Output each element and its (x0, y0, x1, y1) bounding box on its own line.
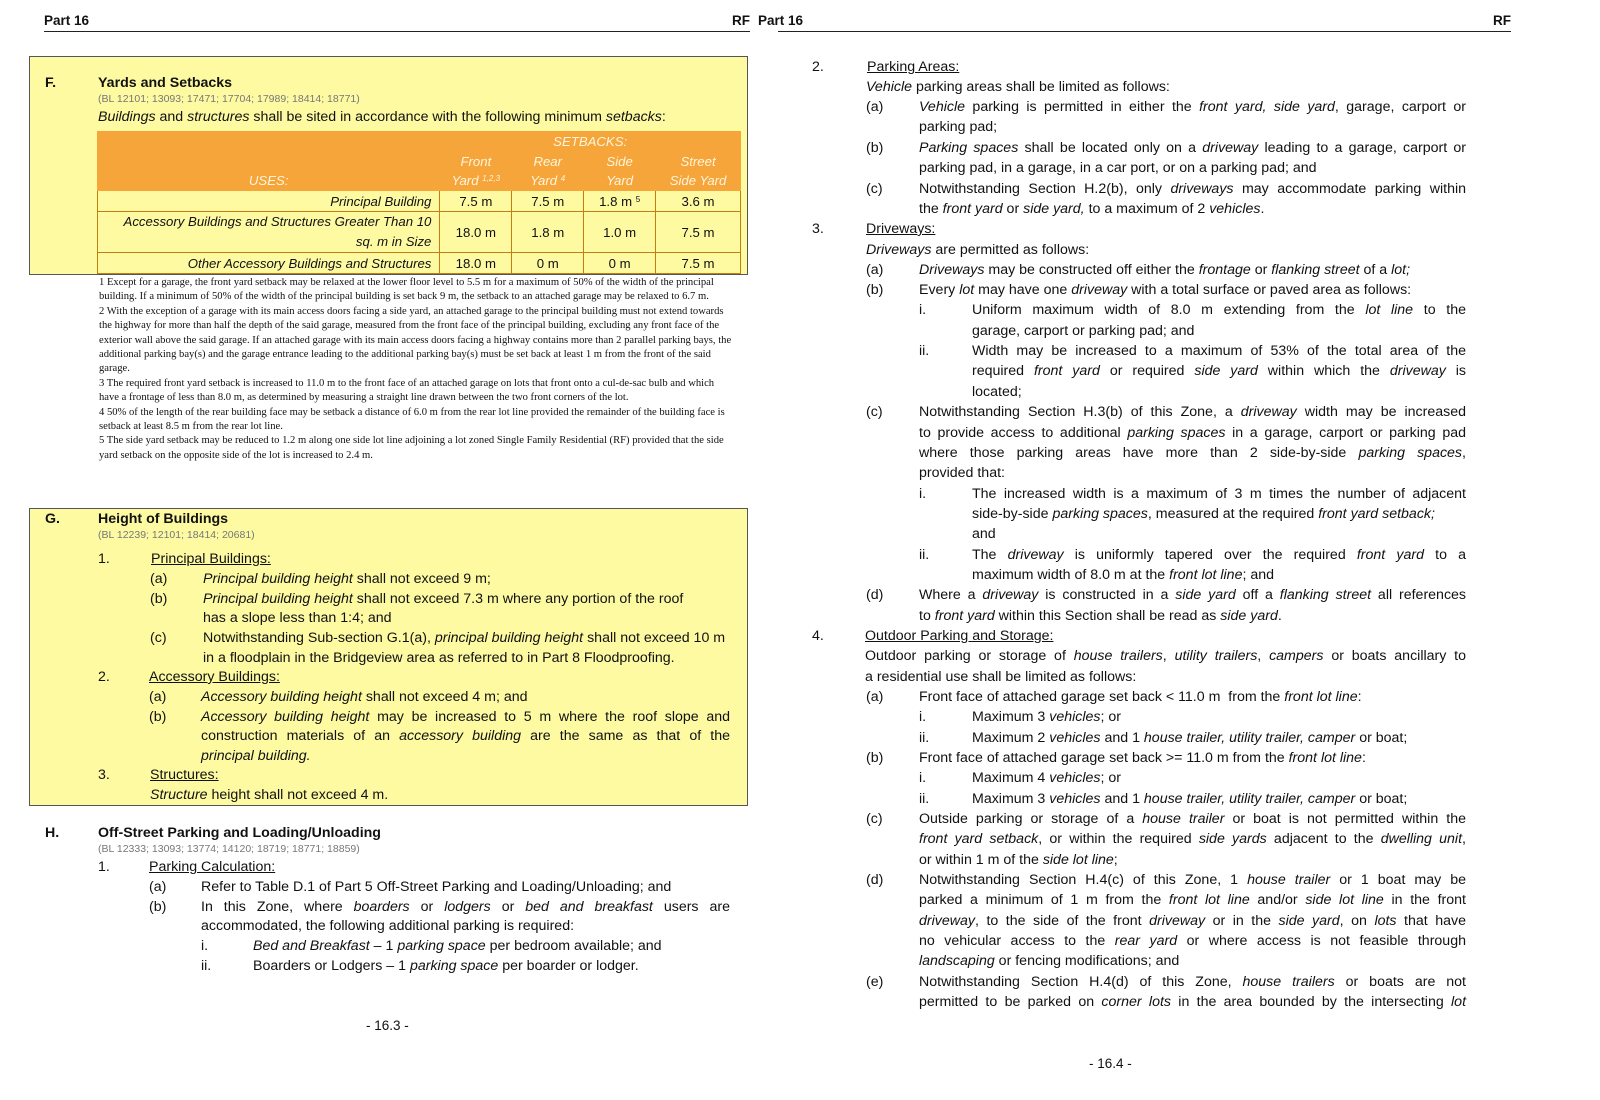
r3ci-text-3: and (972, 526, 996, 542)
section-f-intro: Buildings and structures shall be sited in accordance with the following minimum setbacks: (98, 109, 666, 125)
label-a: (a) (149, 879, 167, 895)
r3bii-text-3: located; (972, 384, 1022, 400)
cell-front: 18.0 m (440, 212, 512, 253)
outdoor-parking-heading: Outdoor Parking and Storage: (865, 628, 1054, 644)
r4d-text-5: landscaping or fencing modifications; and (919, 953, 1180, 969)
footnote: 3 The required front yard setback is increased to 11.0 m to the front face of an attached garage on lots that front onto a cul-de-sac bulb and which have a frontage of less than 8.0 m, as determined by measuring a straight line drawn between the two front corners of the lot. (99, 377, 715, 404)
item-number: 2. (812, 59, 824, 75)
r2b-text: Parking spaces shall be located only on a driveway leading to a garage, carport or (919, 140, 1467, 156)
section-f-title: Yards and Setbacks (98, 75, 233, 91)
p1c-text-2: in a floodplain in the Bridgeview area as referred to in Part 8 Floodproofing. (203, 650, 675, 666)
r3-intro: Driveways are permitted as follows: (866, 242, 1090, 258)
r4-intro: Outdoor parking or storage of house trailers, utility trailers, campers or boats ancillary to (865, 648, 1466, 664)
section-h-title: Off-Street Parking and Loading/Unloading (98, 825, 381, 841)
r2-intro: Vehicle parking areas shall be limited as follows: (866, 79, 1170, 95)
page-number: - 16.3 - (366, 1018, 409, 1033)
h1b-text-2: accommodated, the following additional parking is required: (201, 918, 575, 934)
label-b: (b) (150, 591, 168, 607)
r4d-text-4: no vehicular access to the rear yard or where access is not feasible through (919, 933, 1466, 949)
r4bii-text: Maximum 3 vehicles and 1 house trailer, utility trailer, camper or boat; (972, 791, 1408, 807)
p1b-text: Principal building height shall not exceed 7.3 m where any portion of the roof (203, 591, 684, 607)
cell-side: 1.0 m (584, 212, 656, 253)
cell-rear: 0 m (512, 253, 584, 274)
section-g-title: Height of Buildings (98, 511, 229, 527)
footnote: 2 With the exception of a garage with its main access doors facing a side yard, an attached garage to the principal building must not extend towards the highway for more than half the depth of the said garage, measured from the front face of the principal building, excluding any front face of the exterior wall above the said garage. If an attached garage with its main access doors facing a highway contains more than 2 parallel parking bays, the additional parking bay(s) and the garage entrance leading to the additional parking bay(s) must be set back at least 1 m from the front of the said garage. (99, 305, 732, 375)
label-ii: ii. (919, 791, 930, 807)
cell-rear: 1.8 m (512, 212, 584, 253)
use-principal: Principal Building (98, 191, 440, 212)
section-g-bylaws: (BL 12239; 12101; 18414; 20681) (98, 529, 255, 541)
item-number: 1. (98, 859, 110, 875)
r3c-text-2: to provide access to additional parking spaces in a garage, carport or parking pad (919, 425, 1466, 441)
setbacks-group-header: SETBACKS: (440, 132, 741, 152)
header-zone: RF (1493, 13, 1511, 28)
section-f-letter: F. (45, 75, 57, 91)
cell-side: 1.8 m $^5$ (584, 191, 656, 212)
footnote: 5 The side yard setback may be reduced to 1.2 m along one side lot line adjoining a lot zoned Single Family Residential (RF) provided that the side yard setback on the opposite side of the lot is increased to 2.4 m. (99, 435, 724, 461)
label-b: (b) (866, 140, 884, 156)
r4c-text: Outside parking or storage of a house trailer or boat is not permitted within the (919, 811, 1466, 827)
r2c-text-2: the front yard or side yard, to a maximum of 2 vehicles. (919, 201, 1265, 217)
r4bi-text: Maximum 4 vehicles; or (972, 770, 1122, 786)
label-a: (a) (149, 689, 167, 705)
section-f-bylaws: (BL 12101; 13093; 17471; 17704; 17989; 18414; 18771) (98, 93, 360, 105)
label-d: (d) (866, 587, 884, 603)
item-number: 3. (98, 767, 110, 783)
label-i: i. (919, 770, 927, 786)
label-ii: ii. (201, 958, 212, 974)
h1bi-text: Bed and Breakfast – 1 parking space per bedroom available; and (253, 938, 662, 954)
r3c-text: Notwithstanding Section H.3(b) of this Zone, a driveway width may be increased (919, 404, 1466, 420)
r2c-text: Notwithstanding Section H.2(b), only driveways may accommodate parking within (919, 181, 1467, 197)
r4-intro-2: a residential use shall be limited as follows: (865, 669, 1137, 685)
r4e-text: Notwithstanding Section H.4(d) of this Zone, house trailers or boats are not (919, 974, 1466, 990)
label-i: i. (919, 486, 927, 502)
r3d-text-2: to front yard within this Section shall be read as side yard. (919, 608, 1282, 624)
label-c: (c) (866, 811, 883, 827)
r2a-text-2: parking pad; (919, 119, 998, 135)
page-header (758, 12, 1511, 32)
h1a-text: Refer to Table D.1 of Part 5 Off-Street Parking and Loading/Unloading; and (201, 879, 672, 895)
label-c: (c) (150, 630, 167, 646)
label-a: (a) (866, 689, 884, 705)
cell-front: 18.0 m (440, 253, 512, 274)
section-h-bylaws: (BL 12333; 13093; 13774; 14120; 18719; 18771; 18859) (98, 843, 360, 855)
header-zone: RF (732, 13, 750, 28)
label-c: (c) (866, 404, 883, 420)
h1bii-text: Boarders or Lodgers – 1 parking space per boarder or lodger. (253, 958, 639, 974)
cell-side: 0 m (584, 253, 656, 274)
item-number: 1. (98, 551, 110, 567)
table-row (98, 191, 741, 212)
label-ii: ii. (919, 343, 930, 359)
r3c-text-4: provided that: (919, 465, 1005, 481)
p2a-text: Accessory building height shall not exceed 4 m; and (201, 689, 528, 705)
r3c-text-3: where those parking areas have more than 2 side-by-side parking spaces, (919, 445, 1466, 461)
r4b-text: Front face of attached garage set back >= 11.0 m from the front lot line: (919, 750, 1366, 766)
cell-street: 7.5 m (656, 212, 741, 253)
p1a-text: Principal building height shall not exceed 9 m; (203, 571, 491, 587)
table-row (98, 253, 741, 274)
label-ii: ii. (919, 547, 930, 563)
p2b-text-2: construction materials of an accessory building are the same as that of the (201, 728, 731, 744)
label-c: (c) (866, 181, 883, 197)
header-part: Part 16 (758, 13, 804, 28)
label-ii: ii. (919, 730, 930, 746)
use-accessory-large: Accessory Buildings and Structures Greater Than 10 sq. m in Size (98, 212, 440, 253)
cell-front: 7.5 m (440, 191, 512, 212)
driveways-heading: Driveways: (866, 221, 936, 237)
r2a-text: Vehicle parking is permitted in either the front yard, side yard, garage, carport or (919, 99, 1467, 115)
cell-street: 3.6 m (656, 191, 741, 212)
item-number: 2. (98, 669, 110, 685)
cell-street: 7.5 m (656, 253, 741, 274)
r3bi-text: Uniform maximum width of 8.0 m extending from the lot line to the (972, 302, 1466, 318)
label-b: (b) (866, 750, 884, 766)
r4c-text-2: front yard setback, or within the required side yards adjacent to the dwelling unit, (919, 831, 1466, 847)
uses-header: USES: (98, 152, 440, 191)
table-row (98, 212, 741, 253)
r2b-text-2: parking pad, in a garage, in a car port, or on a parking pad; and (919, 160, 1317, 176)
item-number: 4. (812, 628, 824, 644)
label-i: i. (919, 709, 927, 725)
h1b-text: In this Zone, where boarders or lodgers or bed and breakfast users are (201, 899, 730, 915)
label-a: (a) (866, 99, 884, 115)
header-part: Part 16 (44, 13, 90, 28)
setback-footnotes (99, 276, 734, 463)
table-corner (98, 132, 440, 152)
page-number: - 16.4 - (1089, 1056, 1132, 1071)
footnote: 1 Except for a garage, the front yard setback may be relaxed at the lower floor level to 5.5 m for a maximum of 50% of the width of the principal building. If a minimum of 50% of the width of the principal building is set back 9 m, the setback to an attached garage may be relaxed to 6.7 m. (99, 277, 714, 303)
r3bi-text-2: garage, carport or parking pad; and (972, 323, 1195, 339)
r3cii-text-2: maximum width of 8.0 m at the front lot line; and (972, 567, 1275, 583)
col-header-front: Front Yard $^{1,2,3}$ (440, 152, 512, 191)
label-a: (a) (150, 571, 168, 587)
col-header-rear: Rear Yard $^4$ (512, 152, 584, 191)
structures-heading: Structures: (150, 767, 219, 783)
label-i: i. (919, 302, 927, 318)
r4d-text: Notwithstanding Section H.4(c) of this Zone, 1 house trailer or 1 boat may be (919, 872, 1467, 888)
r3bii-text: Width may be increased to a maximum of 53% of the total area of the (972, 343, 1466, 359)
r3a-text: Driveways may be constructed off either the frontage or flanking street of a lot; (919, 262, 1411, 278)
col-header-street: Street Side Yard (656, 152, 741, 191)
setbacks-table (97, 131, 741, 274)
label-b: (b) (149, 899, 167, 915)
label-b: (b) (866, 282, 884, 298)
r3b-text: Every lot may have one driveway with a total surface or paved area as follows: (919, 282, 1412, 298)
label-i: i. (201, 938, 209, 954)
label-e: (e) (866, 974, 884, 990)
p1c-text: Notwithstanding Sub-section G.1(a), principal building height shall not exceed 10 m (203, 630, 726, 646)
r3cii-text: The driveway is uniformly tapered over the required front yard to a (972, 547, 1467, 563)
parking-calculation-heading: Parking Calculation: (149, 859, 276, 875)
r4e-text-2: permitted to be parked on corner lots in the area bounded by the intersecting lot (919, 994, 1467, 1010)
r4ai-text: Maximum 3 vehicles; or (972, 709, 1122, 725)
section-g-letter: G. (45, 511, 60, 527)
r4a-text: Front face of attached garage set back < 11.0 m from the front lot line: (919, 689, 1362, 705)
r4aii-text: Maximum 2 vehicles and 1 house trailer, utility trailer, camper or boat; (972, 730, 1408, 746)
footnote: 4 50% of the length of the rear building face may be setback a distance of 6.0 m from the rear lot line provided the remainder of the building face is setback at least 8.5 m from the rear lot line. (99, 406, 725, 433)
left-page (0, 0, 780, 1100)
use-accessory-other: Other Accessory Buildings and Structures (98, 253, 440, 274)
principal-buildings-heading: Principal Buildings: (151, 551, 271, 567)
p3-text: Structure height shall not exceed 4 m. (150, 787, 389, 803)
item-number: 3. (812, 221, 824, 237)
section-h-letter: H. (45, 825, 60, 841)
page-header (44, 12, 750, 32)
r4d-text-2: parked a minimum of 1 m from the front lot line and/or side lot line in the front (919, 892, 1466, 908)
r3bii-text-2: required front yard or required side yard within which the driveway is (972, 363, 1466, 379)
r3ci-text-2: side-by-side parking spaces, measured at the required front yard setback; (972, 506, 1435, 522)
cell-rear: 7.5 m (512, 191, 584, 212)
parking-areas-heading: Parking Areas: (867, 59, 960, 75)
label-b: (b) (149, 709, 167, 725)
label-d: (d) (866, 872, 884, 888)
col-header-side: Side Yard (584, 152, 656, 191)
label-a: (a) (866, 262, 884, 278)
r3d-text: Where a driveway is constructed in a side yard off a flanking street all references (919, 587, 1467, 603)
r4d-text-3: driveway, to the side of the front driveway or in the side yard, on lots that have (919, 913, 1466, 929)
p1b-text-2: has a slope less than 1:4; and (203, 610, 392, 626)
accessory-buildings-heading: Accessory Buildings: (149, 669, 280, 685)
r3ci-text: The increased width is a maximum of 3 m times the number of adjacent (972, 486, 1466, 502)
p2b-text-3: principal building. (201, 748, 311, 764)
p2b-text: Accessory building height may be increased to 5 m where the roof slope and (201, 709, 730, 725)
r4c-text-3: or within 1 m of the side lot line; (919, 852, 1118, 868)
